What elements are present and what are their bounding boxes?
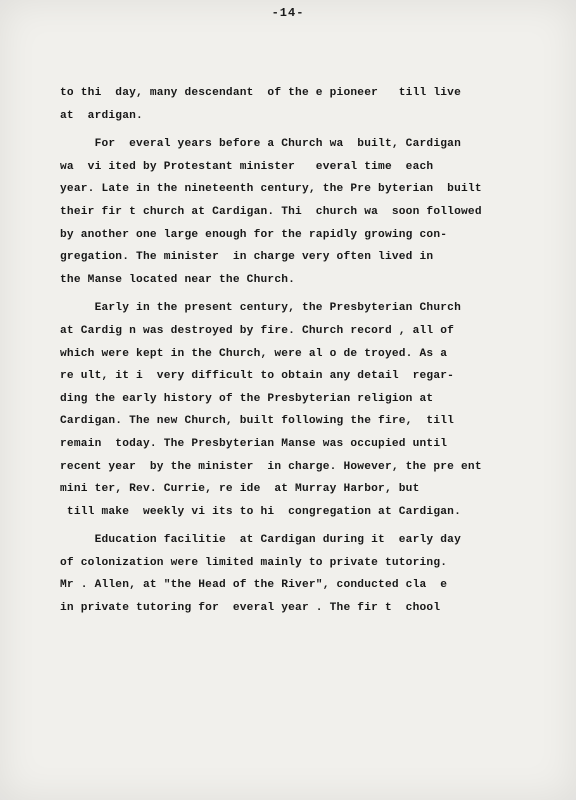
text-line: at Cardig n was destroyed by fire. Church record , all of xyxy=(60,324,455,337)
text-line: remain today. The Presbyterian Manse was occupied until xyxy=(60,437,448,450)
text-line: Cardigan. The new Church, built following the fire, till xyxy=(60,415,455,428)
paragraph xyxy=(60,133,530,291)
text-line: till make weekly vi its to hi congregation at Cardigan. xyxy=(60,505,461,518)
text-line: Early in the present century, the Presbyterian Church xyxy=(60,302,461,315)
paragraph xyxy=(60,297,530,523)
text-line: to thi day, many descendant of the e pioneer till live xyxy=(60,87,461,99)
text-line: mini ter, Rev. Currie, re ide at Murray Harbor, but xyxy=(60,483,420,496)
text-line: recent year by the minister in charge. However, the pre ent xyxy=(60,460,482,473)
text-line: year. Late in the nineteenth century, the Pre byterian built xyxy=(60,183,482,196)
text-line: which were kept in the Church, were al o de troyed. As a xyxy=(60,347,448,360)
paragraph xyxy=(60,529,530,619)
body-text xyxy=(60,82,530,620)
text-line: wa vi ited by Protestant minister everal time each xyxy=(60,160,434,173)
text-line: at ardigan. xyxy=(60,109,143,122)
text-line: ding the early history of the Presbyterian religion at xyxy=(60,392,434,405)
text-line: re ult, it i very difficult to obtain any detail regar- xyxy=(60,370,455,383)
text-line: their fir t church at Cardigan. Thi church wa soon followed xyxy=(60,205,482,218)
text-line: the Manse located near the Church. xyxy=(60,273,296,286)
text-line: Education facilitie at Cardigan during it early day xyxy=(60,534,461,547)
text-line: in private tutoring for everal year . The fir t chool xyxy=(60,602,441,615)
text-line: Mr . Allen, at "the Head of the River", conducted cla e xyxy=(60,579,448,592)
paragraph xyxy=(60,82,530,127)
page-number: -14- xyxy=(271,6,305,20)
text-line: gregation. The minister in charge very often lived in xyxy=(60,251,434,264)
text-line: of colonization were limited mainly to private tutoring. xyxy=(60,556,448,569)
text-line: by another one large enough for the rapidly growing con- xyxy=(60,228,448,241)
text-line: For everal years before a Church wa built, Cardigan xyxy=(60,138,461,151)
